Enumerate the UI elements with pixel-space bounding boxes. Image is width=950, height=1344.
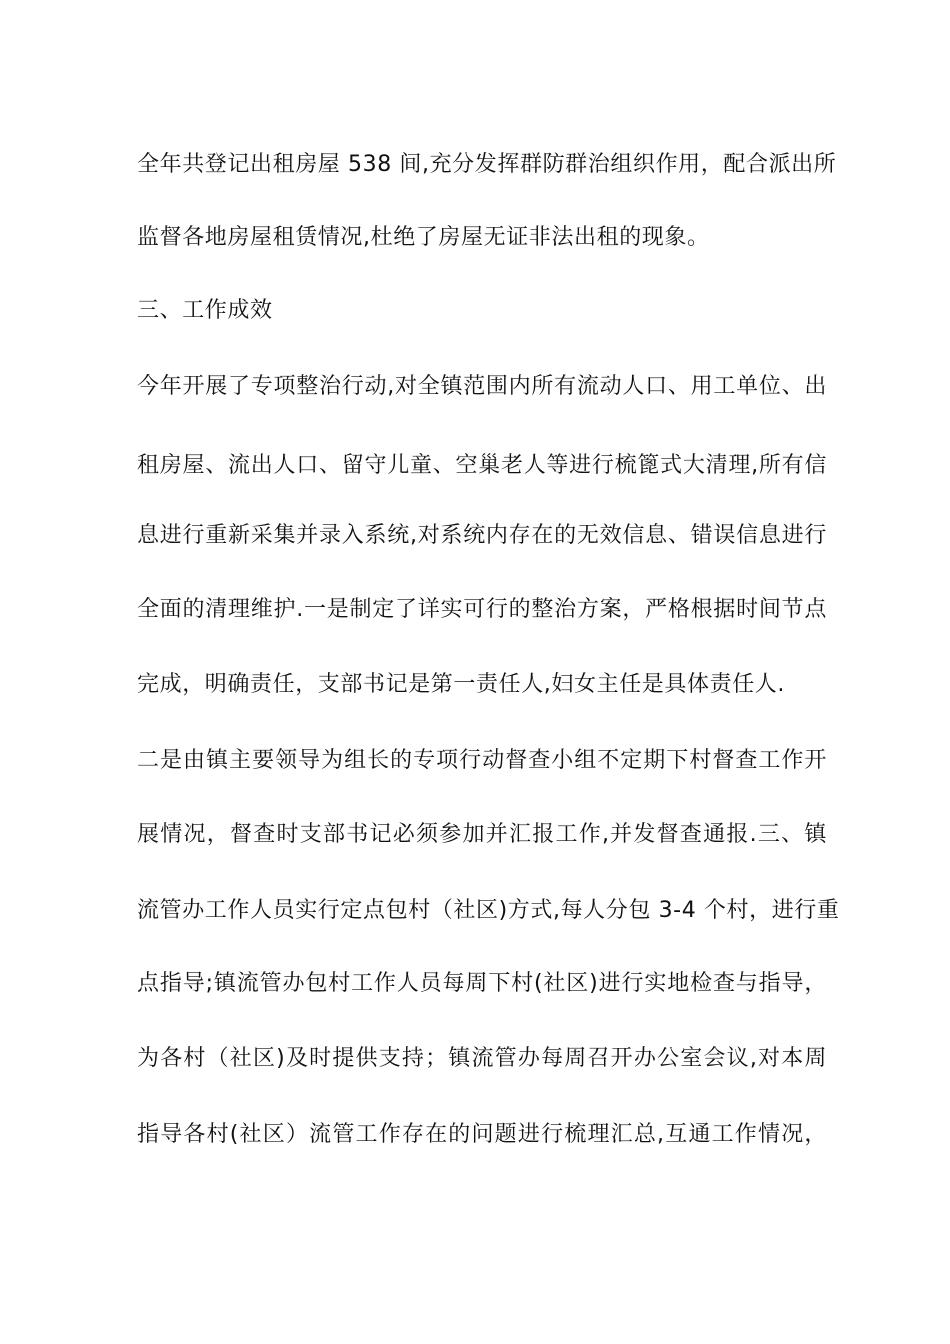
text-line: 租房屋、流出人口、留守儿童、空巢老人等进行梳篦式大清理,所有信 [137,453,827,478]
text-line: 完成，明确责任，支部书记是第一责任人,妇女主任是具体责任人. [137,672,785,697]
text-line: 点指导;镇流管办包村工作人员每周下村(社区)进行实地检查与指导， [137,971,827,996]
text-line: 息进行重新采集并录入系统,对系统内存在的无效信息、错误信息进行 [137,523,827,548]
text-line: 全年共登记出租房屋 538 间,充分发挥群防群治组织作用，配合派出所 [137,152,837,177]
text-line: 今年开展了专项整治行动,对全镇范围内所有流动人口、用工单位、出 [137,374,827,399]
text-line: 监督各地房屋租赁情况,杜绝了房屋无证非法出租的现象。 [137,225,710,250]
text-line: 二是由镇主要领导为组长的专项行动督查小组不定期下村督查工作开 [137,748,827,773]
text-line: 全面的清理维护.一是制定了详实可行的整治方案，严格根据时间节点 [137,597,827,622]
text-line: 为各村（社区)及时提供支持；镇流管办每周召开办公室会议,对本周 [137,1046,827,1071]
section-heading: 三、工作成效 [137,298,273,323]
text-line: 流管办工作人员实行定点包村（社区)方式,每人分包 3-4 个村，进行重 [137,898,840,923]
text-line: 展情况，督查时支部书记必须参加并汇报工作,并发督查通报.三、镇 [137,822,827,847]
text-line: 指导各村(社区）流管工作存在的问题进行梳理汇总,互通工作情况， [137,1122,827,1147]
